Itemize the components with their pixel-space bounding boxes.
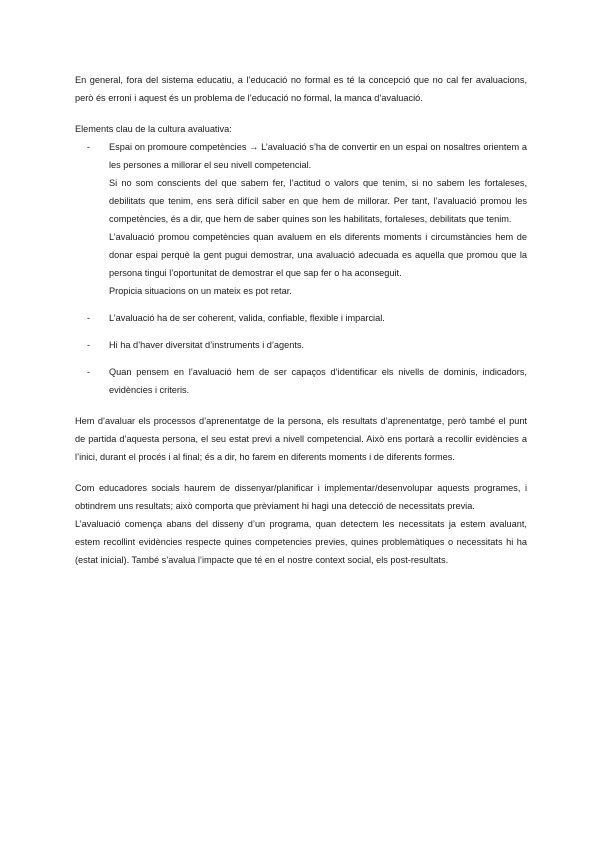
list-item [75, 138, 527, 300]
document-body [75, 71, 527, 569]
list-item [75, 309, 527, 327]
list-item-text: L’avaluació ha de ser coherent, valida, confiable, flexible i imparcial. [109, 313, 385, 323]
intro-paragraph: En general, fora del sistema educatiu, a l’educació no formal es té la concepció que no cal fer avaluacions, però és erroni i aquest és un problema de l’educació no formal, la manca d’avaluació. [75, 75, 527, 103]
list-bullet: - [87, 142, 91, 152]
list-item-text: Si no som conscients del que sabem fer, l’actitud o valors que tenim, si no sabem les fortaleses, debilitats que tenim, ens serà difícil saber en que hem de millorar. Per tant, l’avaluació promou les competències, és a dir, que hem de saber quines son les habilitats, fortaleses, debilitats que tenim. [109, 178, 527, 224]
list-item [75, 336, 527, 354]
list-bullet: - [87, 340, 91, 350]
list-bullet: - [87, 313, 91, 323]
key-elements-list [75, 138, 527, 399]
evaluation-start-paragraph: L’avaluació comença abans del disseny d’un programa, quan detectem les necessitats ja estem avaluant, estem recollint evidències respecte quines competencies previes, quines problemàtiques o necessitats hi ha (estat inicial). També s’avalua l’impacte que té en el nostre context social, els post-resultats. [75, 519, 527, 565]
list-heading: Elements clau de la cultura avaluativa: [75, 124, 232, 134]
educators-paragraph: Com educadores socials haurem de dissenyar/planificar i implementar/desenvolupar aquests programes, i obtindrem uns resultats; això comporta que prèviament hi hagi una detecció de necessitats previa. [75, 483, 527, 511]
list-bullet: - [87, 367, 91, 377]
processes-paragraph: Hem d’avaluar els processos d’aprenentatge de la persona, els resultats d’aprenentatge, però també el punt de partida d’aquesta persona, el seu estat previ a nivell competencial. Això ens portarà a recollir evidències a l’inici, durant el procés i al final; és a dir, ho farem en diferents moments i de diferents formes. [75, 416, 527, 462]
list-item-text: Quan pensem en l’avaluació hem de ser capaços d’identificar els nivells de dominis, indicadors, evidències i criteris. [109, 367, 527, 395]
list-item-text: Propicia situacions on un mateix es pot retar. [109, 286, 292, 296]
list-item-text: Espai on promoure competències → L’avaluació s’ha de convertir en un espai on nosaltres orientem a les persones a millorar el seu nivell competencial. [109, 142, 527, 170]
list-item-text: L’avaluació promou competències quan avaluem en els diferents moments i circumstàncies hem de donar espai perquè la gent pugui demostrar, una avaluació adecuada es aquella que promou que la persona tingui l’oportunitat de demostrar el que sap fer o ha aconseguit. [109, 232, 527, 278]
list-item-text: Hi ha d’haver diversitat d’instruments i d’agents. [109, 340, 305, 350]
list-item [75, 363, 527, 399]
